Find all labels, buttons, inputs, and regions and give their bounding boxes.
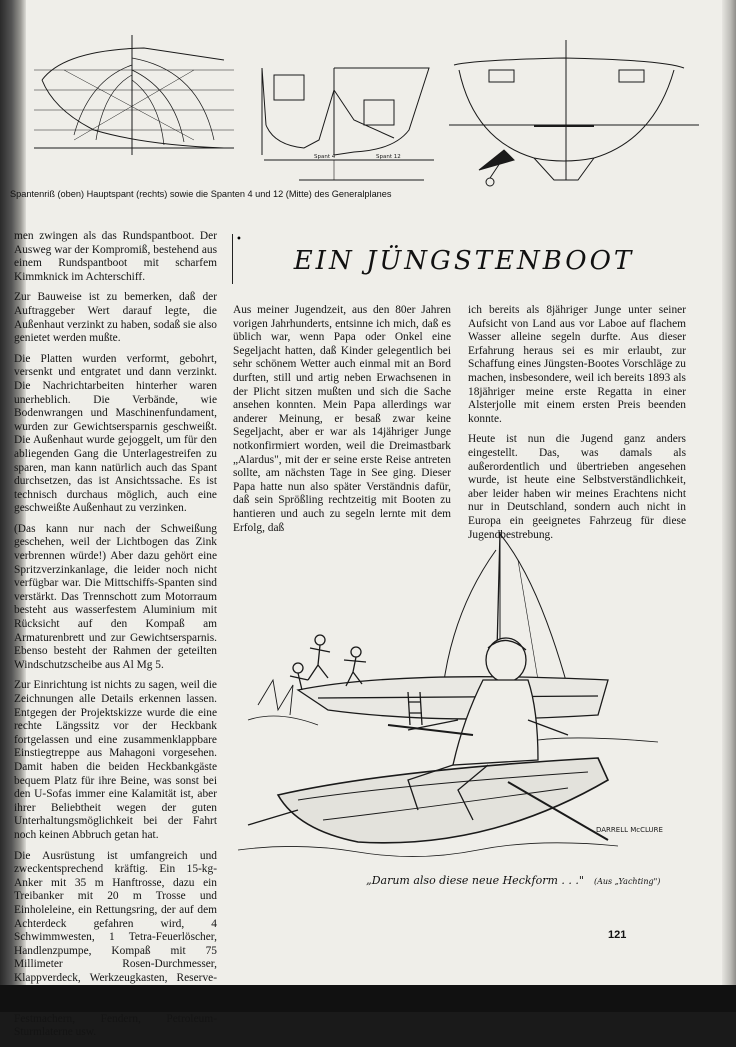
hull-drawings — [34, 30, 704, 202]
frames-drawing — [262, 68, 434, 180]
cartoon-caption-text: „Darum also diese neue Heckform . . ." — [366, 874, 584, 887]
scan-border — [0, 985, 736, 1012]
paragraph: men zwingen als das Rundspantboot. Der Ausweg war der Kompromiß, bestehend aus einem Rundspantboot mit scharfem Kimmknick im Achterschiff. — [14, 230, 217, 283]
paragraph: Zur Einrichtung ist nichts zu sagen, weil die Zeichnungen alle Details erkennen lassen. Entgegen der Projektskizze wurde die eine rechte Längssitz vor der Heckbank fortgelassen und eine zusammenklappbare Einstiegtreppe aus Mahagoni vorgesehen. Damit haben die beiden Heckbankgäste bequem Platz für ihre Beine, was sonst bei den U-Sofas immer eine Kalamität ist, aber ihrer Beliebtheit wegen der guten Unterhaltungsmöglichkeit bei der Fahrt noch keinen Abbruch getan hat. — [14, 679, 217, 841]
right-column — [468, 304, 686, 549]
article-title: EIN JÜNGSTENBOOT — [293, 246, 635, 276]
paragraph: (Das kann nur nach der Schweißung geschehen, weil der Lichtbogen das Zink verbrennen würde!) Aber dazu gehört eine Spritzverzinkanlage, die leider noch nicht verfügbar war. Die Mittschiffs-Spanten sind verstärkt. Das Trennschott zum Motorraum besteht aus wasserfestem Aluminium mit Rücksicht auf den Kompaß am Armaturenbrett und zur Gewichtsersparnis. Ebenso besteht der Rahmen der geteilten Windschutzscheibe aus Al Mg 5. — [14, 522, 217, 671]
paragraph: Die Ausrüstung ist umfangreich und zweckentsprechend kräftig. Ein 15-kg-Anker mit 35 m Hanftrosse, dazu ein Treibanker mit 20 m Trosse und Einholeleine, ein Rettungsring, der auf dem Achterdeck gefahren wird, 4 Schwimmwesten, 1 Tetra-Feuerlöscher, Handlenzpumpe, Kompaß mit 75 Millimeter Rosen-Durchmesser, Klappverdeck, Werkzeugkasten, Reserve- Festmachern, Fendern, Petroleum-Sturmlaterne usw. — [14, 849, 217, 1039]
paragraph: Die Platten wurden verformt, gebohrt, versenkt und entgratet und dann verzinkt. Die Nachrichtarbeiten hinterher waren unerheblich. Die Verbände, wie Bodenwrangen und Maschinenfundament, wurden zur Gewichtsersparnis geschweißt. Die Außenhaut wurde gejoggelt, um für den abliegenden Gang die Unterlagestreifen zu sparen, man kann natürlich auch das Spant durchsetzen, das ist Ansichtssache. Es ist technisch durchaus möglich, auch eine geschweißte Außenhaut zu verzinken. — [14, 352, 217, 515]
bullet-icon: • — [236, 234, 242, 245]
frame-4-label: Spant 4 — [314, 154, 336, 160]
paragraph: Aus meiner Jugendzeit, aus den 80er Jahren vorigen Jahrhunderts, entsinne ich mich, daß es üblich war, wenn Papa oder Onkel eine Segeljacht hatten, daß Kinder gelegentlich bei sehr schönem Wetter auch einmal mit an Bord durften, still und artig neben Erwachsenen in der Plicht sitzen mußten und sich die Sache ansehen konnten. Mein Papa allerdings war anderer Meinung, er besaß zwar keine Segeljacht, aber er war als 14jähriger Junge notkonfirmiert worden, weil die Dreimastbark „Alardus", mit der er seine erste Reise antreten sollte, am nächsten Tage in See ging. Dieser Papa hatte nun also später Verständnis dafür, daß sein Sprößling rechtzeitig mit Booten zu hantieren und auch zu segeln lernte mit dem Erfolg, daß — [233, 304, 451, 534]
page-edge — [722, 0, 736, 985]
paragraph: ich bereits als 8jähriger Junge unter seiner Aufsicht von Land aus vor Laboe auf flachem Wasser alleine segeln durfte. Aus dieser Erfahrung heraus sei es mir erlaubt, zur Schaffung eines Jüngsten-Bootes Vorschläge zu machen, insbesondere, weil ich bereits 1893 als 18jähriger meine erste Regatta in einer Alsterjolle mit einem ersten Preis beenden konnte. — [468, 304, 686, 425]
middle-column — [233, 304, 451, 542]
body-plan-drawing — [34, 35, 234, 155]
article-title-box — [232, 234, 695, 284]
frame-12-label: Spant 12 — [376, 154, 401, 160]
left-column — [14, 230, 217, 1047]
cartoon-caption — [366, 874, 696, 887]
cartoon-source: (Aus „Yachting") — [593, 877, 661, 886]
figure-caption: Spantenriß (oben) Hauptspant (rechts) sowie die Spanten 4 und 12 (Mitte) des Generalplanes — [10, 189, 392, 199]
midship-section-drawing — [449, 40, 699, 186]
paragraph: Heute ist nun die Jugend ganz anders eingestellt. Das, was damals als außerordentlich und übertrieben angesehen wurde, ist heute eine Selbstverständlichkeit, aber leider haben wir meines Erachtens nicht nur in Deutschland, sondern auch nicht in Europa ein geeignetes Fahrzeug für diese Jugendbestrebung. — [468, 433, 686, 541]
cartoon-signature: DARRELL McCLURE — [596, 826, 663, 834]
cartoon-illustration — [238, 520, 686, 862]
paragraph: Zur Bauweise ist zu bemerken, daß der Auftraggeber Wert darauf legte, die Außenhaut verzinkt zu haben, sodaß sie also genietet werden mußte. — [14, 291, 217, 345]
page-number: 121 — [608, 929, 627, 941]
